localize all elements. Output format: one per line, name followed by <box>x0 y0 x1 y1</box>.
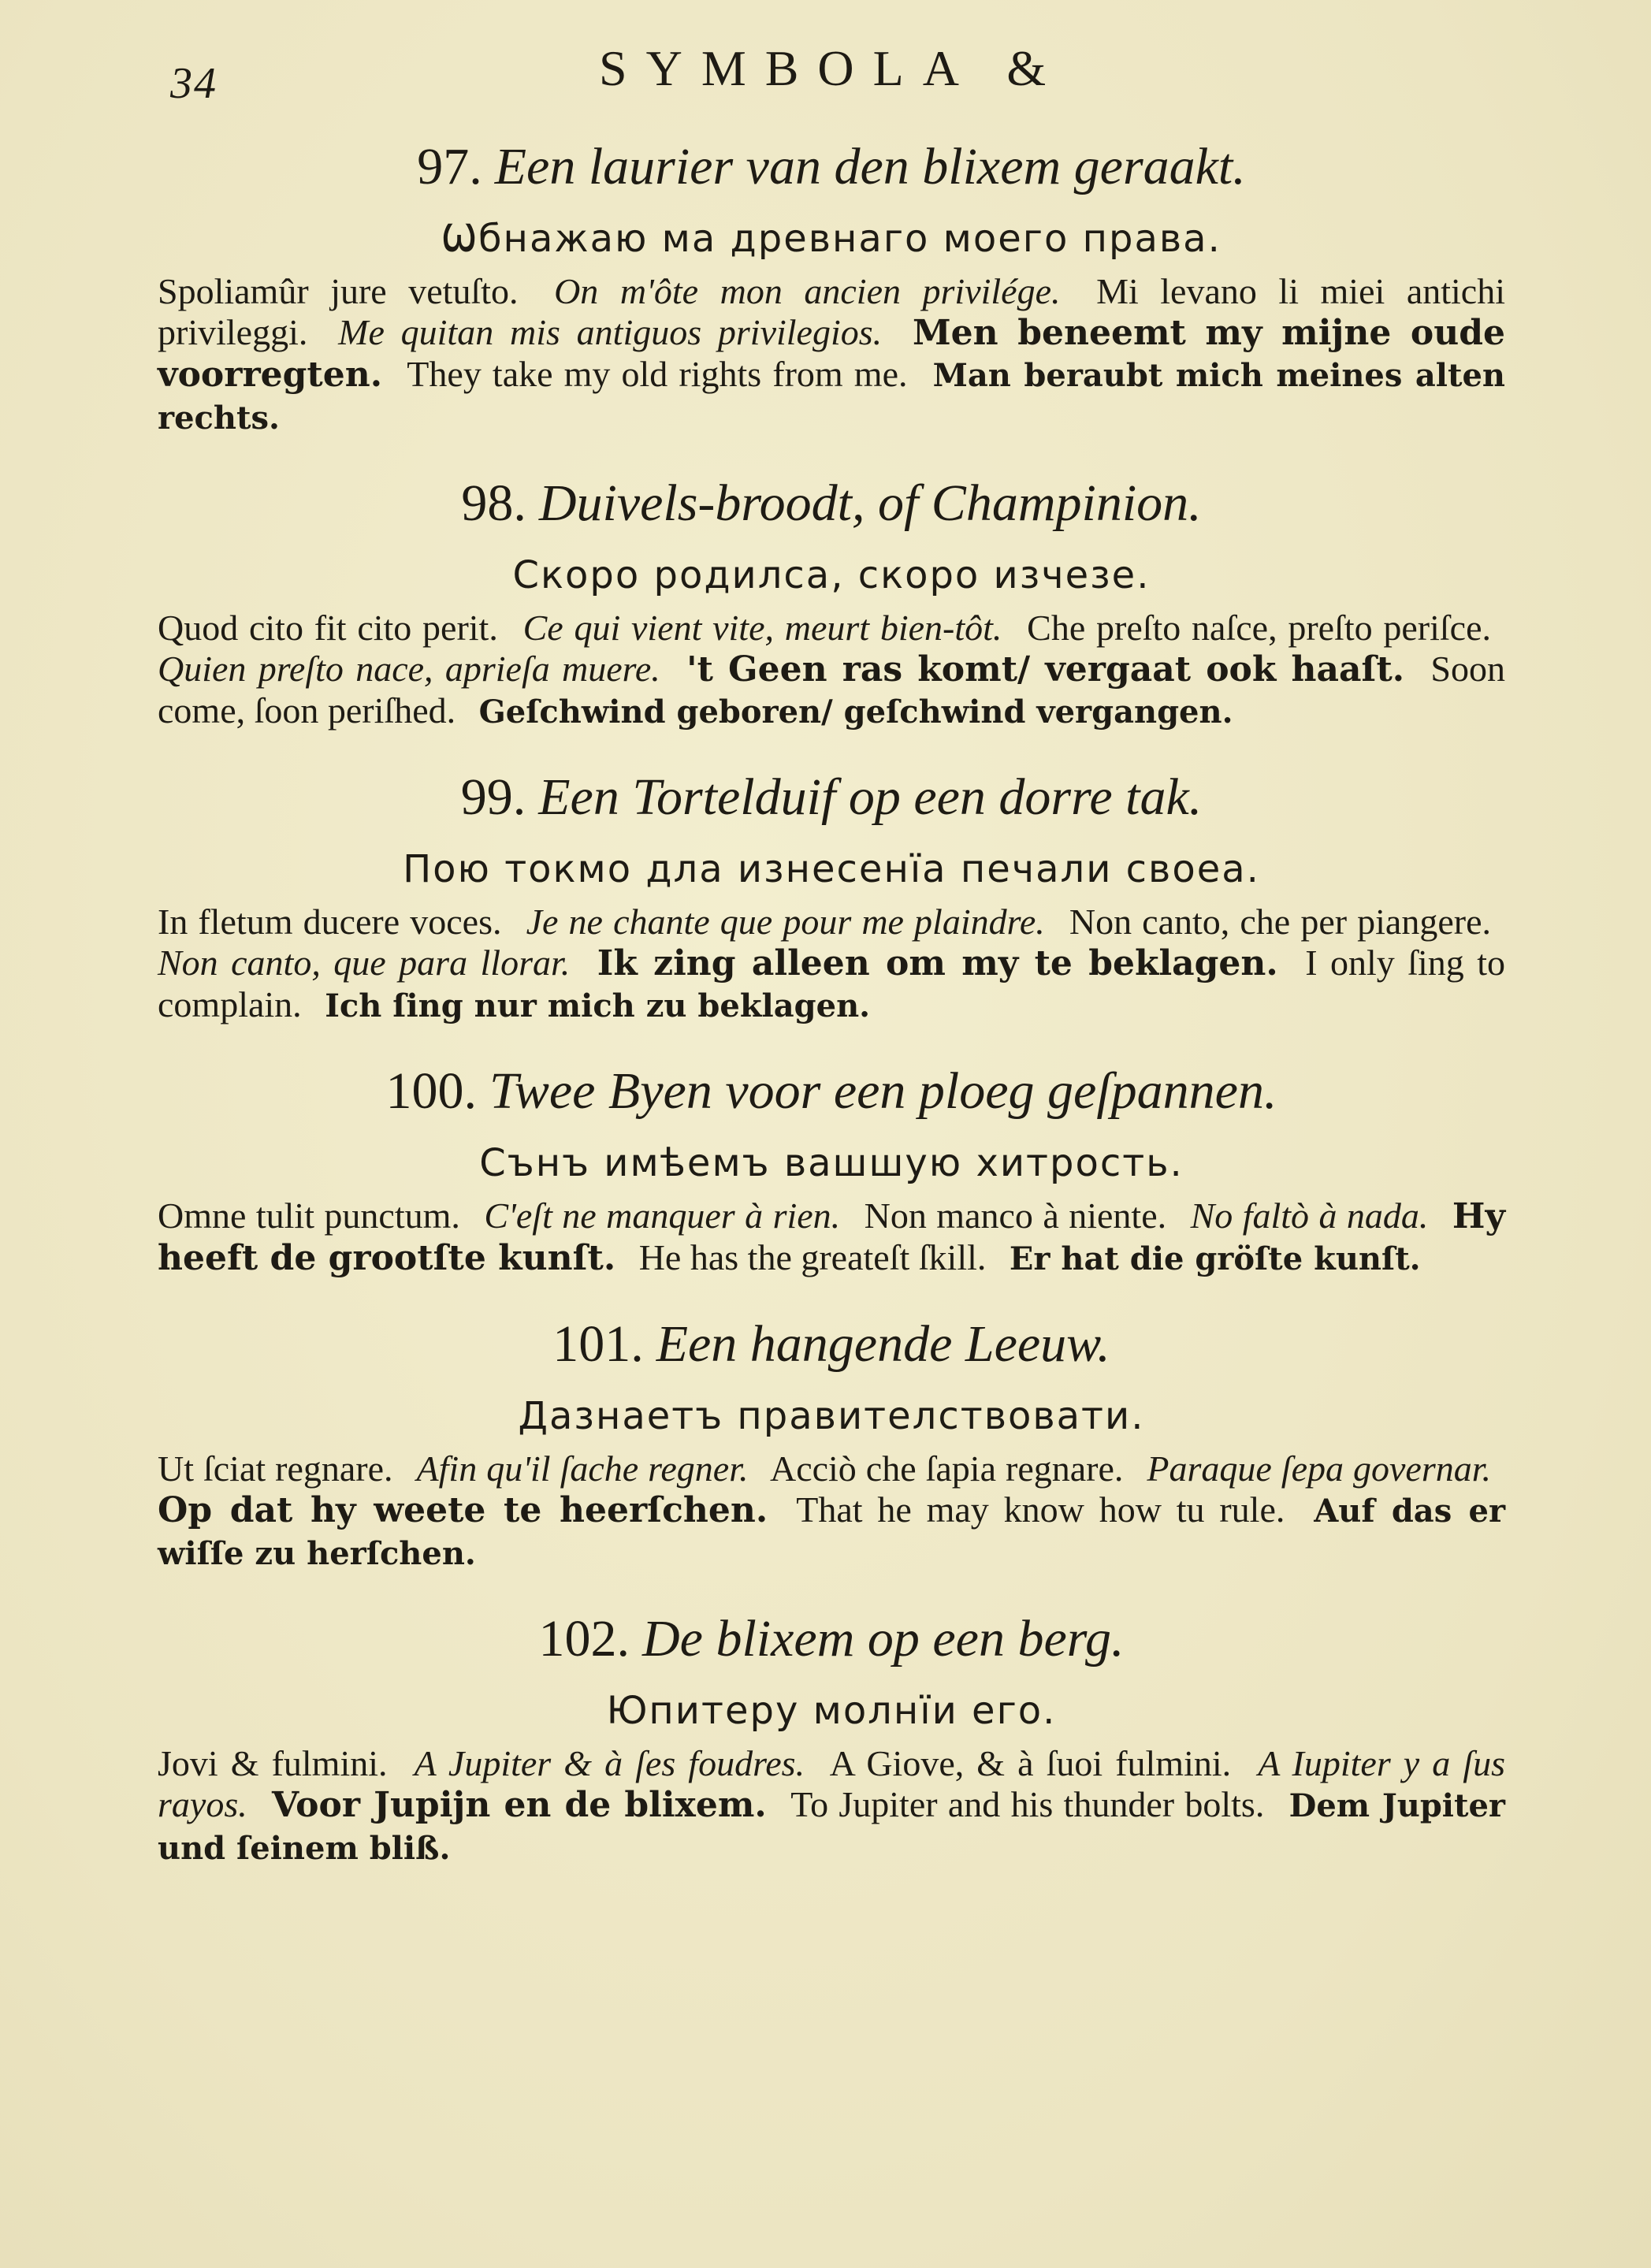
dutch-motto: Ik zing alleen om my te beklagen. <box>597 943 1278 983</box>
slavonic-motto: Скоро родилса, скоро изчезе. <box>512 553 1151 597</box>
entry-heading <box>158 764 1505 831</box>
spanish-motto: No faltò à nada. <box>1190 1195 1429 1236</box>
page-header <box>158 32 1497 118</box>
spanish-motto: Paraque ſepa governar. <box>1147 1448 1492 1489</box>
dutch-motto: Voor Jupijn en de blixem. <box>272 1785 767 1825</box>
french-motto: A Jupiter & à ſes foudres. <box>414 1743 805 1783</box>
entry-number: 100. <box>385 1062 478 1120</box>
slavonic-motto: Дазнаетъ правителствовати. <box>518 1394 1145 1438</box>
italian-motto: Acciò che ſapia regnare. <box>769 1448 1124 1489</box>
spanish-motto: A Iupiter y a ſus rayos. <box>158 1743 1505 1824</box>
emblem-entry <box>158 1311 1505 1575</box>
spanish-motto: Me quitan mis antiguos privilegios. <box>338 312 883 352</box>
german-motto: Ich ſing nur mich zu beklagen. <box>325 987 871 1024</box>
dutch-motto: Op dat hy weete te heerſchen. <box>158 1490 768 1530</box>
emblem-entry <box>158 470 1505 733</box>
italian-motto: Non manco à niente. <box>864 1195 1167 1236</box>
entry-translations <box>158 271 1505 439</box>
english-motto: They take my old rights from me. <box>407 354 908 394</box>
entry-heading <box>158 1606 1505 1672</box>
entry-heading <box>158 1311 1505 1378</box>
entry-title: Een hangende Leeuw. <box>656 1315 1110 1373</box>
english-motto: To Jupiter and his thunder bolts. <box>790 1784 1265 1824</box>
entry-heading <box>158 134 1505 200</box>
entry-title: Een Tortelduif op een dorre tak. <box>538 768 1203 826</box>
slavonic-motto: Сънъ имѣемъ вашшую хитрость. <box>479 1141 1184 1185</box>
italian-motto: Mi levano li miei antichi privileggi. <box>158 271 1506 352</box>
entry-number: 102. <box>538 1610 630 1668</box>
running-title: SYMBOLA & <box>599 40 1065 96</box>
italian-motto: Non canto, che per piangere. <box>1069 902 1492 942</box>
latin-motto: Jovi & fulmini. <box>158 1743 388 1783</box>
german-motto: Auf das er wiſſe zu herſchen. <box>158 1493 1506 1572</box>
german-motto: Geſchwind geboren/ geſchwind vergangen. <box>478 693 1233 731</box>
latin-motto: Ut ſciat regnare. <box>158 1448 393 1489</box>
english-motto: He has the greateſt ſkill. <box>638 1237 987 1277</box>
emblem-entry <box>158 1606 1505 1869</box>
entry-heading <box>158 1058 1505 1125</box>
french-motto: Ce qui vient vite, meurt bien-tôt. <box>522 608 1002 648</box>
french-motto: C'eſt ne manquer à rien. <box>484 1195 841 1236</box>
german-motto: Er hat die gröſte kunſt. <box>1009 1240 1421 1277</box>
italian-motto: A Giove, & à ſuoi fulmini. <box>829 1743 1232 1783</box>
german-motto: Man beraubt mich meines alten rechts. <box>158 357 1506 437</box>
spanish-motto: Non canto, que para llorar. <box>158 943 571 983</box>
latin-motto: In fletum ducere voces. <box>158 902 502 942</box>
entry-number: 97. <box>417 138 482 195</box>
emblem-entries <box>158 134 1505 1901</box>
english-motto: I only ſing to complain. <box>158 943 1506 1024</box>
latin-motto: Omne tulit punctum. <box>158 1195 460 1236</box>
spanish-motto: Quien preſto nace, aprieſa muere. <box>158 649 660 689</box>
emblem-entry <box>158 134 1505 439</box>
entry-title: Twee Byen voor een ploeg geſpannen. <box>489 1062 1277 1120</box>
english-motto: That he may know how tu rule. <box>796 1489 1285 1530</box>
page-number: 34 <box>170 59 218 108</box>
italian-motto: Che preſto naſce, preſto periſce. <box>1027 608 1491 648</box>
french-motto: On m'ôte mon ancien privilége. <box>554 271 1061 311</box>
slavonic-motto: Юпитеру молнїи его. <box>606 1689 1057 1733</box>
entry-translations <box>158 1743 1505 1869</box>
latin-motto: Spoliamûr jure vetuſto. <box>158 271 519 311</box>
slavonic-motto: Пою токмо дла изнесенїа печали своеа. <box>403 847 1260 891</box>
entry-title: Een laurier van den blixem geraakt. <box>494 138 1246 195</box>
entry-number: 101. <box>552 1315 644 1373</box>
entry-translations <box>158 608 1505 733</box>
slavonic-motto: Ѡбнажаю ма древнаго моего права. <box>441 217 1222 261</box>
entry-translations <box>158 1195 1505 1280</box>
latin-motto: Quod cito fit cito perit. <box>158 608 498 648</box>
dutch-motto: Hy heeft de grootſte kunſt. <box>158 1196 1506 1278</box>
emblem-entry <box>158 764 1505 1027</box>
entry-title: De blixem op een berg. <box>642 1610 1125 1668</box>
entry-title: Duivels-broodt, of Champinion. <box>538 474 1202 532</box>
dutch-motto: 't Geen ras komt/ vergaat ook haaſt. <box>686 649 1405 690</box>
french-motto: Je ne chante que pour me plaindre. <box>526 902 1045 942</box>
entry-number: 98. <box>461 474 526 532</box>
french-motto: Afin qu'il ſache regner. <box>416 1448 749 1489</box>
entry-number: 99. <box>460 768 526 826</box>
entry-translations <box>158 1448 1505 1575</box>
emblem-entry <box>158 1058 1505 1280</box>
german-motto: Dem Jupiter und ſeinem bliß. <box>158 1787 1505 1867</box>
entry-heading <box>158 470 1505 537</box>
english-motto: Soon come, ſoon periſhed. <box>158 649 1505 731</box>
dutch-motto: Men beneemt my mijne oude voorregten. <box>158 313 1506 395</box>
entry-translations <box>158 902 1505 1027</box>
